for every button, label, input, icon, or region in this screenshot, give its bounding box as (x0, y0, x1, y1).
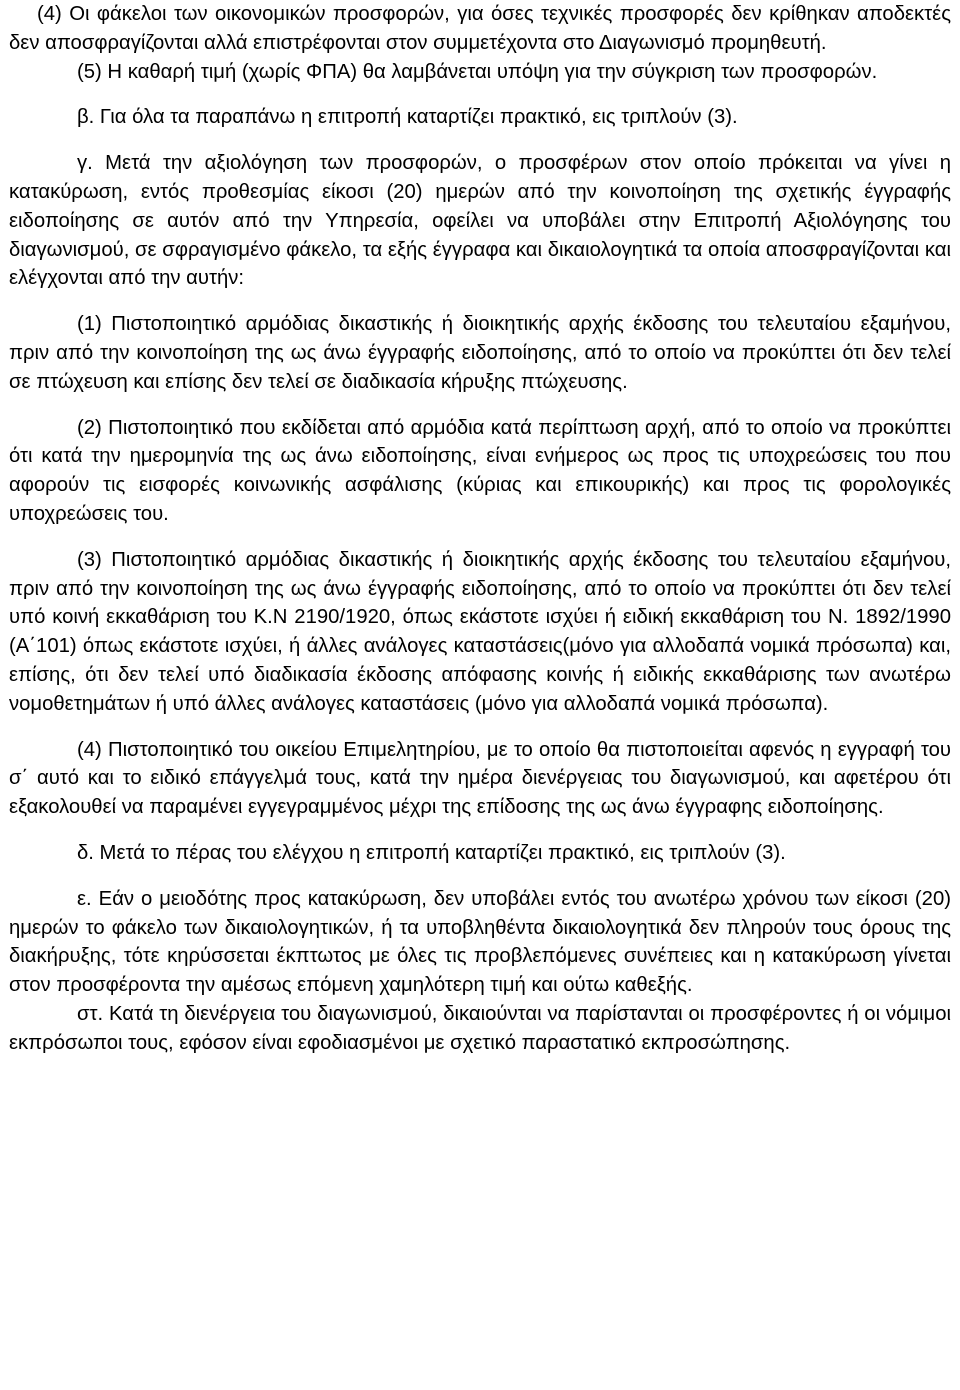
paragraph-item-c: γ. Μετά την αξιολόγηση των προσφορών, ο προσφέρων στον οποίο πρόκειται να γίνει η κατακύρωση, εντός προθεσμίας είκοσι (20) ημερών από την κοινοποίηση της σχετικής έγγραφής ειδοποίησης σε αυτόν από την Υπηρεσία, οφείλει να υποβάλει στην Επιτροπή Αξιολόγησης του διαγωνισμού, σε σφραγισμένο φάκελο, τα εξής έγγραφα και δικαιολογητικά τα οποία αποσφραγίζονται και ελέγχονται από την αυτήν: (9, 152, 951, 290)
paragraph-item-c3: (3) Πιστοποιητικό αρμόδιας δικαστικής ή διοικητικής αρχής έκδοσης του τελευταίου εξαμήνου, πριν από την κοινοποίηση της ως άνω έγγραφής ειδοποίησης, από το οποίο να προκύπτει ότι δεν τελεί υπό κοινή εκκαθάριση του Κ.Ν 2190/1920, όπως εκάστοτε ισχύει ή ειδική εκκαθάριση του Ν. 1892/1990 (Α΄101) όπως εκάστοτε ισχύει, ή άλλες ανάλογες καταστάσεις(μόνο για αλλοδαπά νομικά πρόσωπα) και, επίσης, ότι δεν τελεί υπό διαδικασία έκδοσης απόφασης κοινής ή ειδικής εκκαθάρισης των ανωτέρω νομοθετημάτων ή υπό άλλες ανάλογες καταστάσεις (μόνο για αλλοδαπά νομικά πρόσωπα). (9, 548, 951, 715)
paragraph-item-d: δ. Μετά το πέρας του ελέγχου η επιτροπή καταρτίζει πρακτικό, εις τριπλούν (3). (77, 841, 786, 864)
paragraph-item-a4: (4) Οι φάκελοι των οικονομικών προσφορών, για όσες τεχνικές προσφορές δεν κρίθηκαν αποδεκτές δεν αποσφραγίζονται αλλά επιστρέφονται στον συμμετέχοντα στο Διαγωνισμό προμηθευτή. (9, 3, 951, 54)
document-page (9, 0, 951, 1058)
paragraph-item-c4: (4) Πιστοποιητικό του οικείου Επιμελητηρίου, με το οποίο θα πιστοποιείται αφενός η εγγραφή του σ΄ αυτό και το ειδικό επάγγελμά τους, κατά την ημέρα διενέργειας του διαγωνισμού, και αφετέρου ότι εξακολουθεί να παραμένει εγγεγραμμένος μέχρι της επίδοσης της ως άνω έγγραφης ειδοποίησης. (9, 738, 951, 819)
paragraph-item-c1: (1) Πιστοποιητικό αρμόδιας δικαστικής ή διοικητικής αρχής έκδοσης του τελευταίου εξαμήνου, πριν από την κοινοποίηση της ως άνω έγγραφής ειδοποίησης, από το οποίο να προκύπτει ότι δεν τελεί σε πτώχευση και επίσης δεν τελεί σε διαδικασία κήρυξης πτώχευσης. (9, 313, 951, 393)
paragraph-item-c2: (2) Πιστοποιητικό που εκδίδεται από αρμόδια κατά περίπτωση αρχή, από το οποίο να προκύπτει ότι κατά την ημερομηνία της ως άνω ειδοποίησης, είναι ενήμερος ως προς τις υποχρεώσεις του που αφορούν τις εισφορές κοινωνικής ασφάλισης (κύριας και επικουρικής) και προς τις φορολογικές υποχρεώσεις του. (9, 416, 951, 525)
paragraph-item-a5: (5) Η καθαρή τιμή (χωρίς ΦΠΑ) θα λαμβάνεται υπόψη για την σύγκριση των προσφορών. (77, 60, 878, 83)
paragraph-item-st: στ. Κατά τη διενέργεια του διαγωνισμού, δικαιούνται να παρίστανται οι προσφέροντες ή οι νόμιμοι εκπρόσωποι τους, εφόσον είναι εφοδιασμένοι με σχετικό παραστατικό εκπροσώπησης. (9, 1002, 951, 1054)
paragraph-item-e: ε. Εάν ο μειοδότης προς κατακύρωση, δεν υποβάλει εντός του ανωτέρω χρόνου των είκοσι (20) ημερών το φάκελο των δικαιολογητικών, ή τα υποβληθέντα δικαιολογητικά δεν πληρούν τους όρους της διακήρυξης, τότε κηρύσσεται έκπτωτος με όλες τις προβλεπόμενες συνέπειες και η κατακύρωση γίνεται στον προσφέροντα την αμέσως επόμενη χαμηλότερη τιμή και ούτω καθεξής. (9, 887, 951, 997)
paragraph-item-b: β. Για όλα τα παραπάνω η επιτροπή καταρτίζει πρακτικό, εις τριπλούν (3). (77, 106, 738, 129)
